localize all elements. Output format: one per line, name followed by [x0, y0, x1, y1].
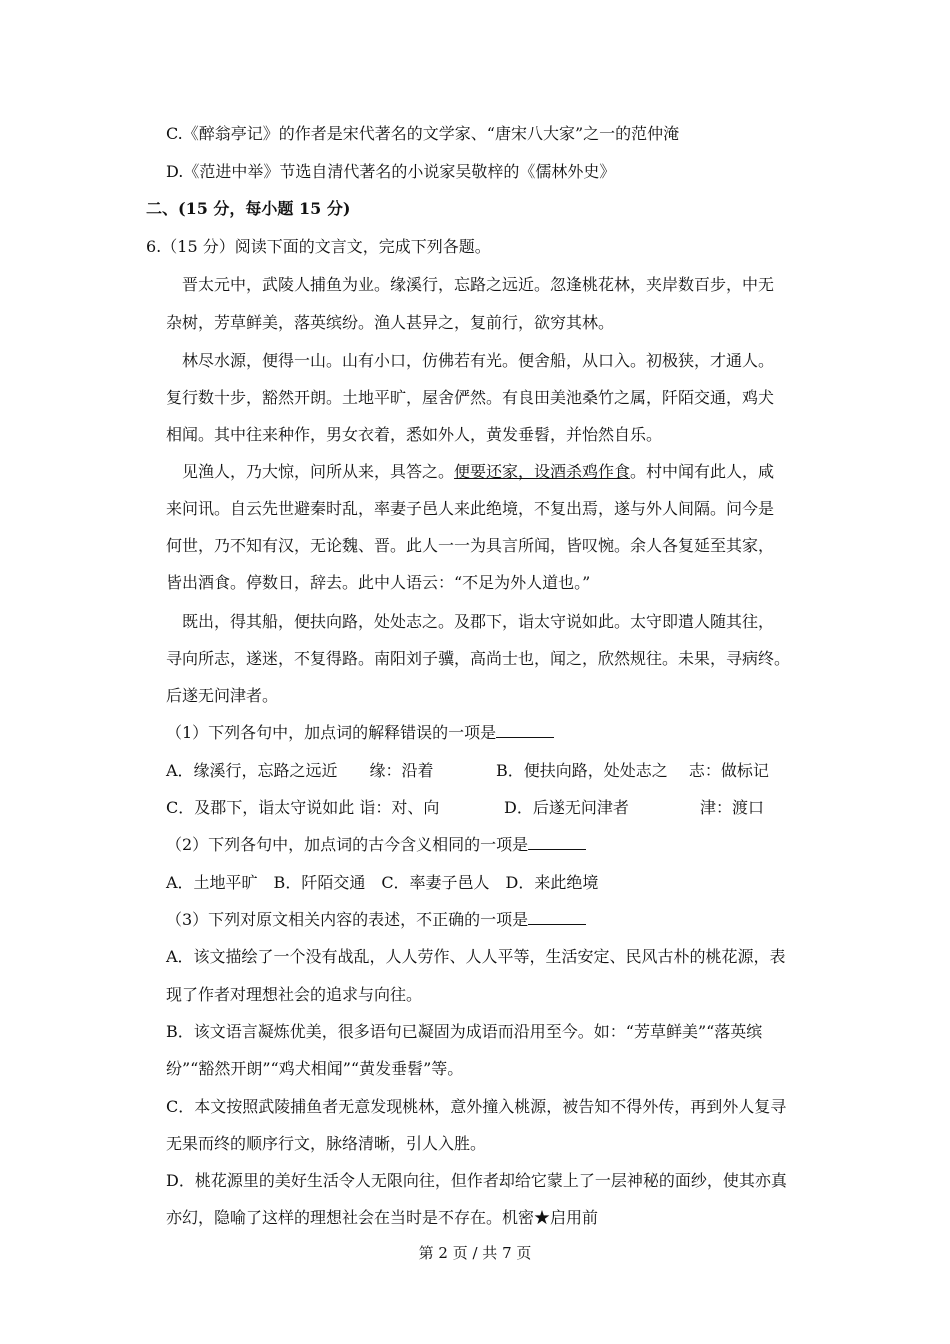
passage-line: 相闻。其中往来种作，男女衣着，悉如外人，黄发垂髫，并怡然自乐。 — [166, 425, 663, 444]
sq3-option-b-cont: 纷”“豁然开朗”“鸡犬相闻”“黄发垂髫”等。 — [166, 1059, 464, 1078]
sq1-option-a: A．缘溪行，忘路之远近 缘：沿着 — [166, 761, 434, 780]
passage-line: 寻向所志，遂迷，不复得路。南阳刘子骥，高尚士也，闻之，欣然规往。未果，寻病终。 — [166, 649, 791, 668]
sq3-option-d-cont: 亦幻，隐喻了这样的理想社会在当时是不存在。机密★启用前 — [166, 1208, 599, 1227]
passage-line: 既出，得其船，便扶向路，处处志之。及郡下，诣太守说如此。太守即遣人随其往， — [182, 612, 775, 631]
sq3-option-a-cont: 现了作者对理想社会的追求与向往。 — [166, 985, 423, 1004]
passage-line: 来问讯。自云先世避秦时乱，率妻子邑人来此绝境，不复出焉，遂与外人间隔。问今是 — [166, 499, 775, 518]
passage-line: 皆出酒食。停数日，辞去。此中人语云：“不足为外人道也。” — [166, 573, 591, 592]
passage-line — [182, 462, 774, 482]
sq3-option-c-cont: 无果而终的顺序行文，脉络清晰，引人入胜。 — [166, 1134, 487, 1153]
sq3-option-a: A．该文描绘了一个没有战乱，人人劳作、人人平等，生活安定、民风古朴的桃花源，表 — [166, 947, 786, 966]
option-c-line: C.《醉翁亭记》的作者是宋代著名的文学家、“唐宋八大家”之一的范仲淹 — [166, 124, 680, 143]
underlined-sentence: 便要还家，设酒杀鸡作食 — [454, 462, 631, 481]
sq1-option-b: B．便扶向路，处处志之 志：做标记 — [496, 761, 769, 780]
answer-blank[interactable] — [528, 910, 586, 925]
sq3-option-d: D．桃花源里的美好生活令人无限向往，但作者却给它蒙上了一层神秘的面纱，使其亦真 — [166, 1171, 787, 1190]
page-footer: 第 2 页 / 共 7 页 — [418, 1244, 532, 1262]
passage-line: 何世，乃不知有汉，无论魏、晋。此人一一为具言所闻，皆叹惋。余人各复延至其家， — [166, 536, 775, 555]
passage-text: 。村中闻有此人，咸 — [630, 462, 775, 481]
passage-text: 见渔人，乃大惊，问所从来，具答之。 — [182, 462, 455, 481]
option-d-line: D.《范进中举》节选自清代著名的小说家吴敬梓的《儒林外史》 — [166, 162, 616, 181]
sq1-option-d: D．后遂无问津者 — [504, 798, 629, 817]
question-6-heading: 6.（15 分）阅读下面的文言文，完成下列各题。 — [146, 237, 491, 256]
sub-question-1 — [166, 723, 554, 743]
sq1-option-c: C．及郡下，诣太守说如此 诣：对、向 — [166, 798, 440, 817]
sub-question-2-text: （2）下列各句中，加点词的古今含义相同的一项是 — [166, 835, 529, 854]
passage-line: 复行数十步，豁然开朗。土地平旷，屋舍俨然。有良田美池桑竹之属，阡陌交通，鸡犬 — [166, 388, 775, 407]
passage-line: 杂树，芳草鲜美，落英缤纷。渔人甚异之，复前行，欲穷其林。 — [166, 313, 615, 332]
passage-line: 林尽水源，便得一山。山有小口，仿佛若有光。便舍船，从口入。初极狭，才通人。 — [182, 351, 775, 370]
sq3-option-b: B．该文语言凝炼优美，很多语句已凝固为成语而沿用至今。如：“芳草鲜美”“落英缤 — [166, 1022, 763, 1041]
sub-question-3-text: （3）下列对原文相关内容的表述，不正确的一项是 — [166, 910, 529, 929]
section-heading: 二、(15 分，每小题 15 分) — [146, 199, 351, 218]
sq3-option-c: C．本文按照武陵捕鱼者无意发现桃林，意外撞入桃源，被告知不得外传，再到外人复寻 — [166, 1097, 787, 1116]
sub-question-2 — [166, 835, 586, 855]
passage-line: 晋太元中，武陵人捕鱼为业。缘溪行，忘路之远近。忽逢桃花林，夹岸数百步，中无 — [182, 275, 775, 294]
passage-line: 后遂无问津者。 — [166, 686, 279, 705]
sub-question-3 — [166, 910, 586, 930]
answer-blank[interactable] — [496, 723, 554, 738]
sq2-options: A．土地平旷 B．阡陌交通 C．率妻子邑人 D．来此绝境 — [166, 873, 599, 892]
sq1-option-d-gloss: 津：渡口 — [700, 798, 765, 817]
answer-blank[interactable] — [528, 835, 586, 850]
sub-question-1-text: （1）下列各句中，加点词的解释错误的一项是 — [166, 723, 497, 742]
